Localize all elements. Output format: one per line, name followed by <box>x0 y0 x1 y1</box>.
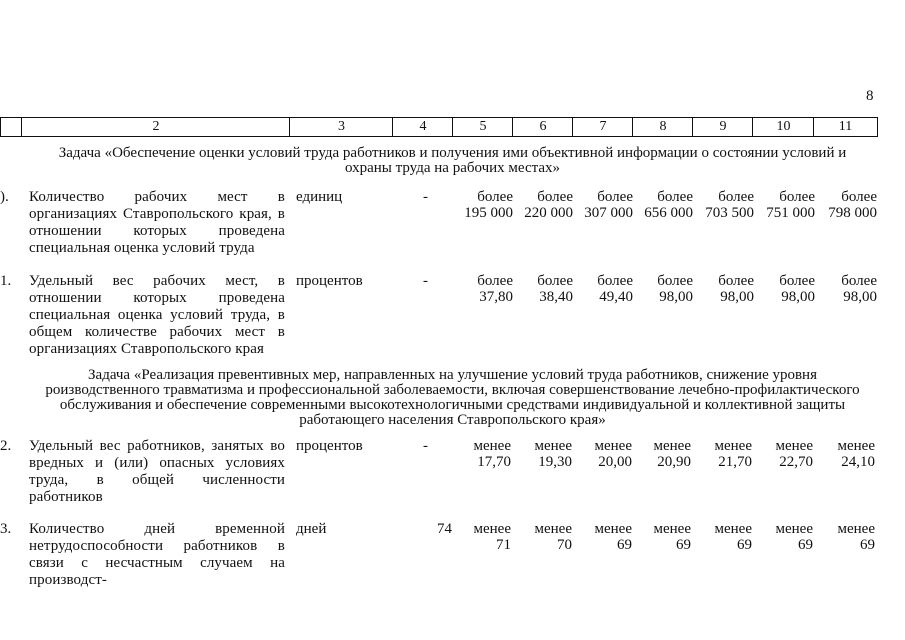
header-cell: 6 <box>512 118 573 136</box>
header-cell: 11 <box>813 118 878 136</box>
unit-cell: процентов <box>296 273 363 289</box>
value-cell: менее 24,10 <box>837 438 875 470</box>
header-cell: 9 <box>692 118 753 136</box>
value-cell: более 49,40 <box>597 273 633 305</box>
table-header-row <box>0 117 878 137</box>
base-value: 74 <box>437 521 452 537</box>
value-cell: менее 69 <box>714 521 752 553</box>
task-heading-1 <box>0 146 905 176</box>
value-cell: менее 69 <box>775 521 813 553</box>
task-line: Задача «Реализация превентивных мер, направленных на улучшение условий труда работников, снижение уровня <box>88 367 817 383</box>
value-cell: менее 69 <box>653 521 691 553</box>
header-cell: 2 <box>21 118 290 136</box>
value-cell: более 98,00 <box>779 273 815 305</box>
value-cell: более 37,80 <box>477 273 513 305</box>
header-cell: 8 <box>632 118 693 136</box>
value-cell: более 798 000 <box>828 189 877 221</box>
base-value: - <box>423 189 428 205</box>
task-line: охраны труда на рабочих местах» <box>344 160 560 176</box>
base-value: - <box>423 438 428 454</box>
value-cell: менее 17,70 <box>473 438 511 470</box>
value-cell: менее 19,30 <box>534 438 572 470</box>
header-cell: 7 <box>572 118 633 136</box>
unit-cell: процентов <box>296 438 363 454</box>
row-number: 3. <box>0 521 12 537</box>
value-cell: более 98,00 <box>657 273 693 305</box>
task-heading-2 <box>0 368 905 428</box>
header-cell <box>0 118 22 136</box>
task-line: работающего населения Ставропольского края» <box>299 412 606 428</box>
header-cell: 3 <box>289 118 393 136</box>
indicator-name: Удельный вес работников, занятых во вредных и (или) опасных условиях труда, в общей численности работников <box>29 438 285 505</box>
header-cell: 10 <box>752 118 814 136</box>
value-cell: более 98,00 <box>718 273 754 305</box>
value-cell: менее 70 <box>534 521 572 553</box>
header-cell: 4 <box>392 118 453 136</box>
row-number: 1. <box>0 273 12 289</box>
value-cell: более 751 000 <box>766 189 815 221</box>
value-cell: менее 69 <box>837 521 875 553</box>
value-cell: менее 22,70 <box>775 438 813 470</box>
row-number: 2. <box>0 438 12 454</box>
value-cell: более 656 000 <box>644 189 693 221</box>
unit-cell: единиц <box>296 189 343 205</box>
value-cell: более 220 000 <box>524 189 573 221</box>
row-number: ). <box>0 189 9 205</box>
page-number: 8 <box>866 88 874 104</box>
task-line: Задача «Обеспечение оценки условий труда работников и получения ими объективной информации о состоянии условий и <box>58 145 847 161</box>
task-line: роизводственного травматизма и профессиональной заболеваемости, включая совершенствование лечебно-профилактического <box>45 382 860 398</box>
value-cell: более 703 500 <box>705 189 754 221</box>
value-cell: менее 20,00 <box>594 438 632 470</box>
value-cell: более 98,00 <box>841 273 877 305</box>
indicator-name: Количество дней временной нетрудоспособности работников в связи с несчастным случаем на производст- <box>29 521 285 588</box>
indicator-name: Количество рабочих мест в организациях Ставропольского края, в отношении которых проведена специальная оценка условий труда <box>29 189 285 256</box>
value-cell: менее 69 <box>594 521 632 553</box>
indicator-name: Удельный вес рабочих мест, в отношении которых проведена специальная оценка условий труда, в общем количестве рабочих мест в организациях Ставропольского края <box>29 273 285 357</box>
unit-cell: дней <box>296 521 327 537</box>
value-cell: более 38,40 <box>537 273 573 305</box>
value-cell: менее 20,90 <box>653 438 691 470</box>
value-cell: менее 21,70 <box>714 438 752 470</box>
header-cell: 5 <box>452 118 513 136</box>
base-value: - <box>423 273 428 289</box>
value-cell: более 195 000 <box>464 189 513 221</box>
task-line: обслуживания и обеспечение современными высокотехнологичными средствами индивидуальной и коллективной защиты <box>59 397 846 413</box>
value-cell: менее 71 <box>473 521 511 553</box>
value-cell: более 307 000 <box>584 189 633 221</box>
